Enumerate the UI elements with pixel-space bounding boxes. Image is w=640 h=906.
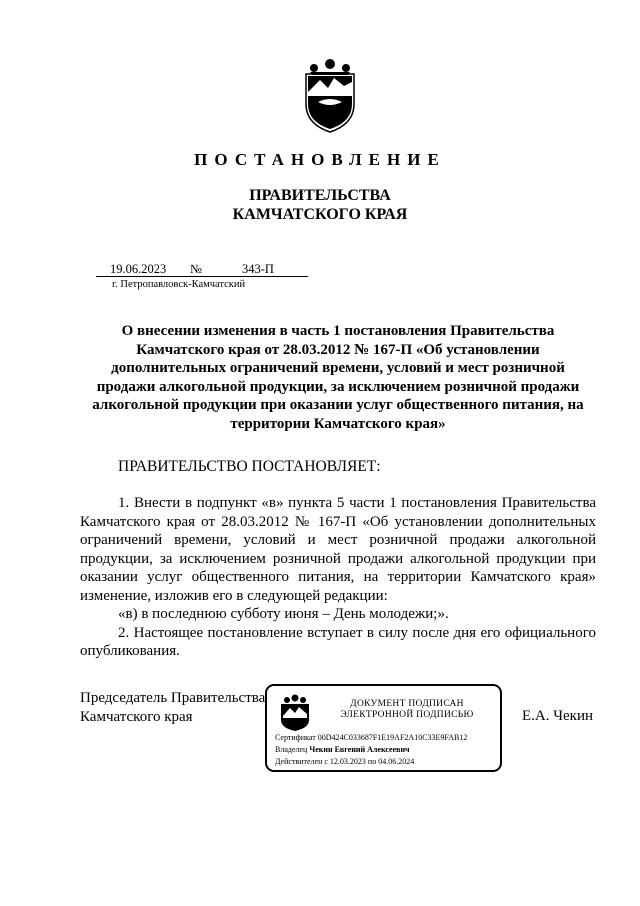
issue-city: г. Петропавловск-Камчатский (112, 279, 246, 290)
validity-label: Действителен с (275, 757, 328, 766)
stamp-emblem-icon (277, 694, 313, 732)
authority-line-2: КАМЧАТСКОГО КРАЯ (232, 206, 408, 223)
signer-position-line-1: Председатель Правительства (80, 690, 266, 706)
certificate-row (275, 733, 467, 742)
issuing-authority (0, 186, 640, 224)
coat-of-arms-emblem (300, 56, 360, 134)
registration-underline (96, 276, 308, 277)
number-sign: № (190, 262, 202, 276)
signer-position-line-2: Камчатского края (80, 709, 193, 725)
body-paragraph-3: 2. Настоящее постановление вступает в силу после дня его официального опубликования. (80, 624, 596, 659)
validity-from: 12.03.2023 (329, 757, 366, 766)
owner-value: Чекин Евгений Алексеевич (309, 745, 410, 754)
validity-to: 04.06.2024 (378, 757, 415, 766)
signer-name: Е.А. Чекин (522, 708, 593, 724)
body-paragraph-2: «в) в последнюю субботу июня – День молодежи;». (118, 606, 449, 622)
stamp-header-line-2: ЭЛЕКТРОННОЙ ПОДПИСЬЮ (340, 710, 474, 720)
certificate-value: 00D424C033687F1E19AF2A10C33E9FAB12 (317, 733, 468, 742)
document-number: 343-П (242, 262, 274, 276)
document-body (80, 494, 596, 661)
certificate-label: Сертификат (275, 733, 316, 742)
body-paragraph-1: 1. Внести в подпункт «в» пункта 5 части 1 постановления Правительства Камчатского края от 28.03.2012 № 167-П «Об установлении дополнительных ограничений времени, условий и мест розничной продажи алкогольной продукции, за исключением розничной продажи алкогольной продукции при оказании услуг общественного питания, на территории Камчатского края» изменение, изложив его в следующей редакции: (80, 495, 596, 604)
owner-row (275, 745, 410, 754)
signer-position (80, 689, 265, 727)
electronic-signature-stamp (265, 684, 502, 772)
stamp-header-line-1: ДОКУМЕНТ ПОДПИСАН (350, 699, 464, 709)
validity-row (275, 757, 414, 766)
stamp-header (315, 699, 499, 721)
authority-line-1: ПРАВИТЕЛЬСТВА (249, 187, 391, 204)
decree-statement: ПРАВИТЕЛЬСТВО ПОСТАНОВЛЯЕТ: (118, 458, 381, 475)
document-type-title: ПОСТАНОВЛЕНИЕ (194, 150, 446, 169)
validity-to-label: по (367, 757, 377, 766)
document-subject: О внесении изменения в часть 1 постановления Правительства Камчатского края от 28.03.2012 № 167-П «Об установлении дополнительных ограничений времени, условий и мест розничной продажи алкогольной продукции, за исключением розничной продажи алкогольной продукции при оказании услуг общественного питания, на территории Камчатского края» (92, 323, 584, 432)
owner-label: Владелец (275, 745, 308, 754)
document-date: 19.06.2023 (110, 262, 167, 276)
